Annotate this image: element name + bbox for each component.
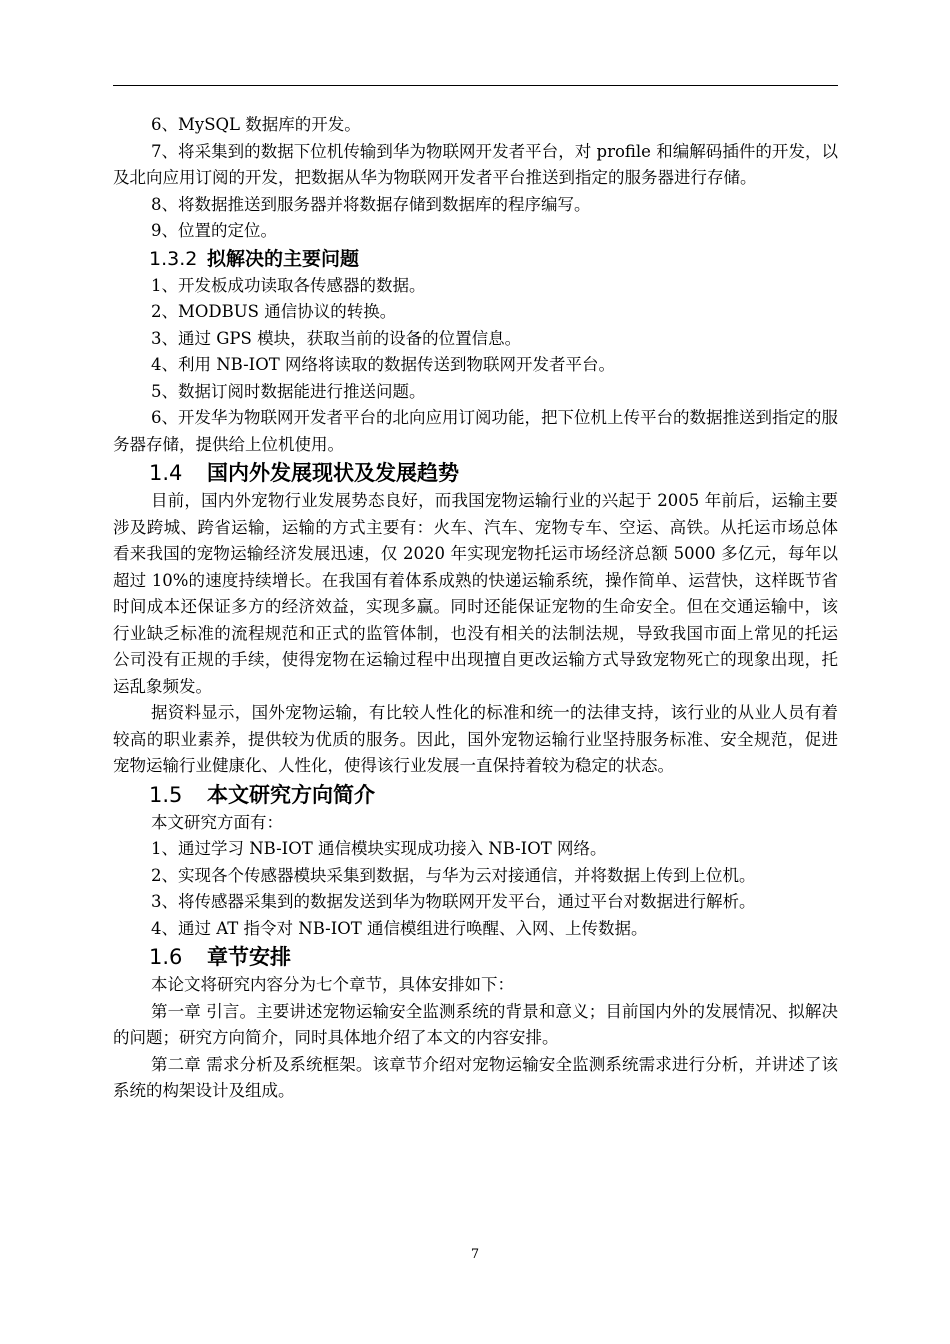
section-heading-1-4 (113, 458, 838, 488)
page-body (113, 112, 838, 1105)
list-item: 4、利用 NB-IOT 网络将读取的数据传送到物联网开发者平台。 (151, 355, 615, 374)
paragraph: 本论文将研究内容分为七个章节，具体安排如下： (151, 975, 514, 994)
paragraph: 据资料显示，国外宠物运输，有比较人性化的标准和统一的法律支持，该行业的从业人员有着较高的职业素养，提供较为优质的服务。因此，国外宠物运输行业坚持服务标准、安全规范，促进宠物运输行业健康化、人性化，使得该行业发展一直保持着较为稳定的状态。 (113, 703, 838, 775)
list-item: 6、开发华为物联网开发者平台的北向应用订阅功能，把下位机上传平台的数据推送到指定的服务器存储，提供给上位机使用。 (113, 408, 838, 454)
list-item: 2、实现各个传感器模块采集到数据，与华为云对接通信，并将数据上传到上位机。 (151, 865, 756, 885)
page-number: 7 (470, 1247, 480, 1262)
list-item: 9、位置的定位。 (151, 221, 277, 240)
list-item: 1、开发板成功读取各传感器的数据。 (151, 275, 426, 295)
list-item: 7、将采集到的数据下位机传输到华为物联网开发者平台，对 profile 和编解码插件的开发，以及北向应用订阅的开发，把数据从华为物联网开发者平台推送到指定的服务器进行存储。 (113, 141, 838, 187)
section-heading-1-6 (113, 942, 838, 972)
list-item: 2、MODBUS 通信协议的转换。 (151, 302, 397, 321)
section-number: 1.5 (149, 782, 183, 807)
header-rule (113, 85, 838, 86)
paragraph: 本文研究方面有： (151, 812, 283, 832)
paragraph: 第二章 需求分析及系统框架。该章节介绍对宠物运输安全监测系统需求进行分析，并讲述了该系统的构架设计及组成。 (113, 1054, 838, 1100)
list-item: 8、将数据推送到服务器并将数据存储到数据库的程序编写。 (151, 194, 591, 214)
section-title: 章节安排 (207, 945, 291, 969)
section-number: 1.3.2 (149, 247, 198, 270)
section-heading-1-5 (113, 780, 838, 810)
section-number: 1.6 (149, 945, 183, 969)
list-item: 5、数据订阅时数据能进行推送问题。 (151, 381, 426, 401)
list-item: 1、通过学习 NB-IOT 通信模块实现成功接入 NB-IOT 网络。 (151, 839, 607, 858)
section-title: 拟解决的主要问题 (207, 247, 360, 270)
section-title: 本文研究方向简介 (207, 782, 375, 807)
list-item: 3、通过 GPS 模块，获取当前的设备的位置信息。 (151, 328, 522, 348)
section-number: 1.4 (149, 461, 183, 485)
list-item: 6、MySQL 数据库的开发。 (151, 115, 361, 134)
list-item: 3、将传感器采集到的数据发送到华为物联网开发平台，通过平台对数据进行解析。 (151, 892, 756, 911)
list-item: 4、通过 AT 指令对 NB-IOT 通信模组进行唤醒、入网、上传数据。 (151, 918, 648, 938)
paragraph: 第一章 引言。主要讲述宠物运输安全监测系统的背景和意义；目前国内外的发展情况、拟解决的问题；研究方向简介，同时具体地介绍了本文的内容安排。 (113, 1001, 838, 1047)
paragraph: 目前，国内外宠物行业发展势态良好，而我国宠物运输行业的兴起于 2005 年前后，运输主要涉及跨城、跨省运输，运输的方式主要有：火车、汽车、宠物专车、空运、高铁。从托运市场总体看来我国的宠物运输经济发展迅速，仅 2020 年实现宠物托运市场经济总额 5000 多亿元，每年以超过 10%的速度持续增长。在我国有着体系成熟的快递运输系统，操作简单、运营快，这样既节省时间成本还保证多方的经济效益，实现多赢。同时还能保证宠物的生命安全。但在交通运输中，该行业缺乏标准的流程规范和正式的监管体制，也没有相关的法制法规，导致我国市面上常见的托运公司没有正规的手续，使得宠物在运输过程中出现擅自更改运输方式导致宠物死亡的现象出现，托运乱象频发。 (113, 491, 838, 696)
section-heading-1-3-2 (113, 245, 838, 273)
section-title: 国内外发展现状及发展趋势 (207, 461, 459, 485)
